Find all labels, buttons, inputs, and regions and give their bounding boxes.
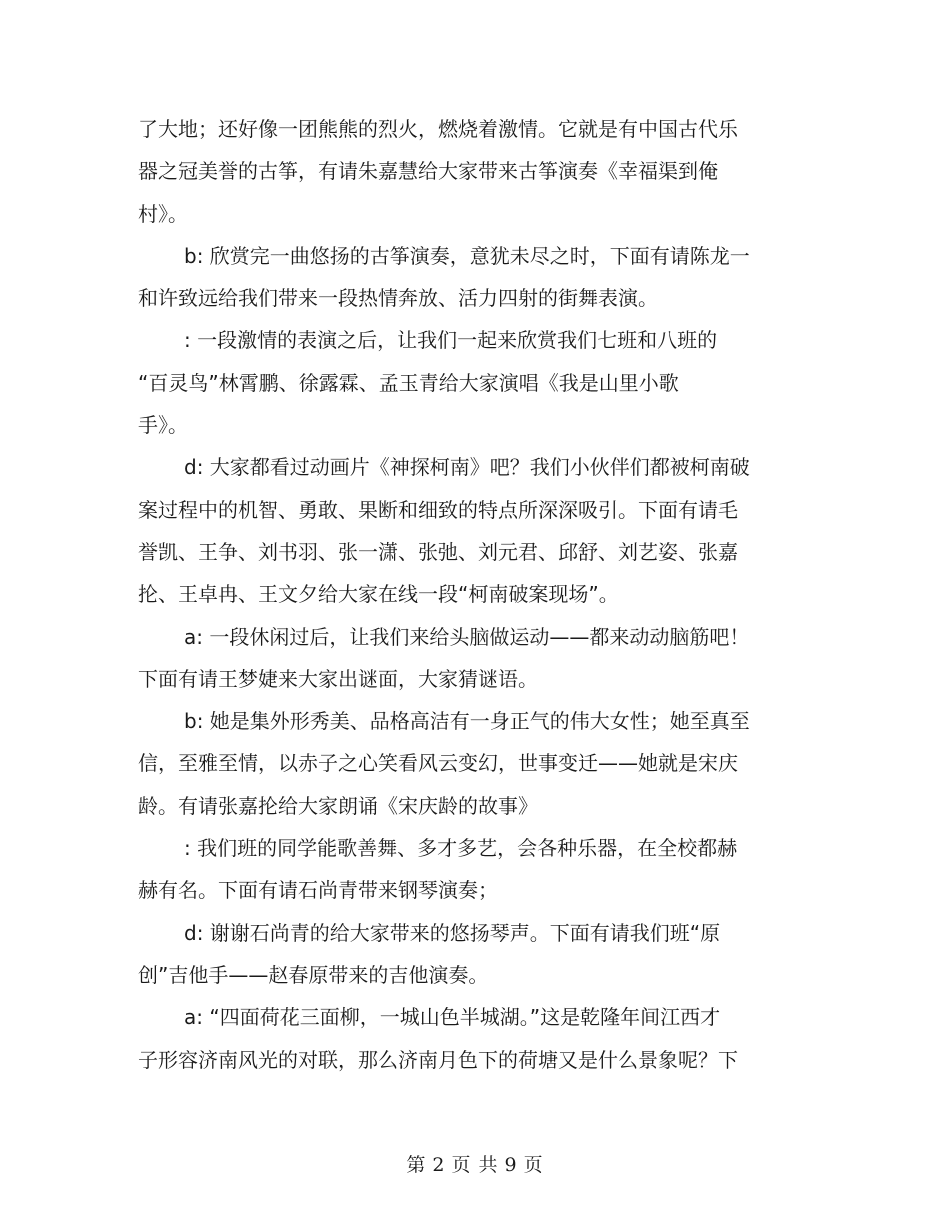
text-line: a: “四面荷花三面柳，一城山色半城湖。”这是乾隆年间江西才 <box>184 1005 721 1030</box>
text-line: d: 谢谢石尚青的给大家带来的悠扬琴声。下面有请我们班“原 <box>184 920 721 945</box>
text-line: 誉凯、王争、刘书羽、张一潇、张弛、刘元君、邱舒、刘艺姿、张嘉 <box>138 539 738 564</box>
page-footer <box>0 1150 950 1177</box>
current-page-number: 2 <box>432 1154 446 1176</box>
text-line: 器之冠美誉的古筝，有请朱嘉慧给大家带来古筝演奏《幸福渠到俺 <box>138 159 718 184</box>
text-line: 了大地；还好像一团熊熊的烈火，燃烧着激情。它就是有中国古代乐 <box>138 117 738 141</box>
text-line: “百灵鸟”林霄鹏、徐露霖、孟玉青给大家演唱《我是山里小歌 <box>138 370 679 395</box>
text-line: a: 一段休闲过后，让我们来给头脑做运动——都来动动脑筋吧！ <box>184 624 750 649</box>
text-line: 抡、王卓冉、王文夕给大家在线一段“柯南破案现场”。 <box>138 582 619 607</box>
text-line: 和许致远给我们带来一段热情奔放、活力四射的街舞表演。 <box>138 286 658 311</box>
document-body <box>138 108 778 1081</box>
paragraph-3 <box>138 319 778 446</box>
paragraph-5 <box>138 616 778 701</box>
paragraph-1 <box>138 108 778 235</box>
text-line: 赫有名。下面有请石尚青带来钢琴演奏； <box>138 878 498 903</box>
text-line: 龄。有请张嘉抡给大家朗诵《宋庆龄的故事》 <box>138 793 538 818</box>
paragraph-6 <box>138 700 778 827</box>
footer-middle: 页 共 <box>451 1154 499 1176</box>
text-line: d: 大家都看过动画片《神探柯南》吧？我们小伙伴们都被柯南破 <box>184 455 750 480</box>
footer-suffix: 页 <box>523 1154 544 1176</box>
text-line: 信，至雅至情，以赤子之心笑看风云变幻，世事变迁——她就是宋庆 <box>138 751 738 776</box>
paragraph-7 <box>138 827 778 912</box>
text-line: 手》。 <box>138 413 188 438</box>
text-line: : 一段激情的表演之后，让我们一起来欣赏我们七班和八班的 <box>184 328 718 353</box>
text-line: 案过程中的机智、勇敢、果断和细致的特点所深深吸引。下面有请毛 <box>138 497 738 522</box>
paragraph-9 <box>138 996 778 1081</box>
paragraph-2 <box>138 235 778 320</box>
total-page-count: 9 <box>504 1154 518 1176</box>
paragraph-4 <box>138 446 778 615</box>
text-line: b: 她是集外形秀美、品格高洁有一身正气的伟大女性；她至真至 <box>184 709 750 734</box>
text-line: 下面有请王梦婕来大家出谜面，大家猜谜语。 <box>138 666 538 691</box>
text-line: 村》。 <box>138 201 188 226</box>
text-line: 创”吉他手——赵春原带来的吉他演奏。 <box>138 962 489 987</box>
text-line: b: 欣赏完一曲悠扬的古筝演奏，意犹未尽之时，下面有请陈龙一 <box>184 243 750 268</box>
footer-prefix: 第 <box>406 1154 427 1176</box>
text-line: 子形容济南风光的对联，那么济南月色下的荷塘又是什么景象呢？下 <box>138 1047 738 1072</box>
paragraph-8 <box>138 912 778 997</box>
text-line: : 我们班的同学能歌善舞、多才多艺，会各种乐器，在全校都赫 <box>184 836 738 861</box>
